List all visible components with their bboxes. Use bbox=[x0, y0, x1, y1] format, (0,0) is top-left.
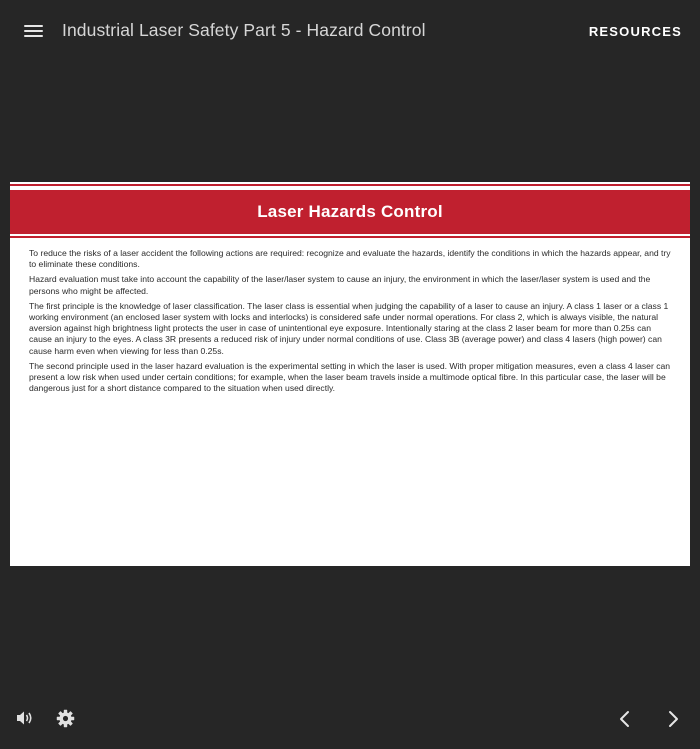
paragraph: The second principle used in the laser hazard evaluation is the experimental setting in which the laser is used. With proper mitigation measures, even a class 4 laser can present a low risk when used under certain conditions; for example, when the laser beam travels inside a multimode optical fibre. In this particular case, the laser will be dangerous just for a short distance compared to the situation when used directly. bbox=[29, 360, 671, 394]
next-slide-button[interactable] bbox=[665, 710, 681, 728]
paragraph: Hazard evaluation must take into account the capability of the laser/laser system to cause an injury, the environment in which the laser/laser system is used and the persons who might be affected. bbox=[29, 274, 651, 296]
chevron-right-icon bbox=[665, 710, 681, 728]
slide-panel bbox=[10, 182, 690, 566]
header-band bbox=[10, 190, 690, 234]
audio-button[interactable] bbox=[16, 710, 36, 726]
speaker-icon bbox=[16, 710, 36, 726]
gear-icon bbox=[56, 709, 75, 728]
settings-button[interactable] bbox=[56, 709, 75, 728]
hamburger-menu-icon[interactable] bbox=[24, 24, 43, 38]
previous-slide-button[interactable] bbox=[617, 710, 633, 728]
chevron-left-icon bbox=[617, 710, 633, 728]
resources-button[interactable]: RESOURCES bbox=[588, 24, 682, 39]
slide-body bbox=[29, 248, 671, 398]
header-divider-bottom bbox=[10, 236, 690, 238]
bottom-bar bbox=[0, 700, 700, 749]
slide-title: Laser Hazards Control bbox=[257, 202, 443, 221]
paragraph: To reduce the risks of a laser accident the following actions are required: recognize and evaluate the hazards, identify the conditions in which the hazards appear, and try to eliminate these conditions. bbox=[29, 248, 671, 270]
course-title: Industrial Laser Safety Part 5 - Hazard Control bbox=[62, 20, 426, 40]
paragraph: The first principle is the knowledge of laser classification. The laser class is essential when judging the capability of a laser to cause an injury. A class 1 laser or a class 1 working environment (an enclosed laser system with locks and interlocks) is considered safe under normal operations. For class 2, which is always visible, the natural aversion against high brightness light protects the user in case of unintentional eye exposure. Intentionally staring at the class 2 laser beam for more than 0.25s can cause an injury to the eyes. A class 3R presents a reduced risk of injury under normal conditions of use. Class 3B (average power) and class 4 lasers (high power) can cause harm even when viewing for less than 0.25s. bbox=[29, 300, 669, 356]
top-bar bbox=[0, 0, 700, 62]
header-divider-top bbox=[10, 184, 690, 186]
slide-header bbox=[10, 182, 690, 238]
